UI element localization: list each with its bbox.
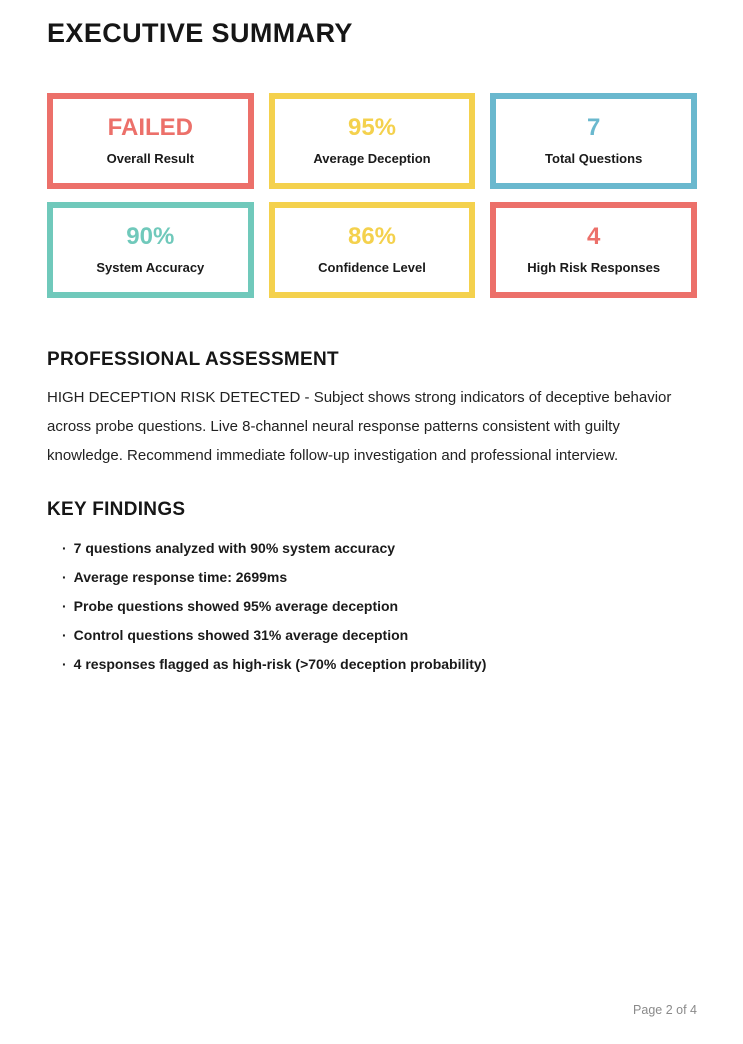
key-findings-heading: KEY FINDINGS bbox=[47, 498, 186, 520]
stat-value: 90% bbox=[126, 223, 175, 251]
stat-label: System Accuracy bbox=[96, 260, 205, 276]
key-finding-text: 4 responses flagged as high-risk (>70% deception probability) bbox=[73, 656, 487, 673]
stat-card-overall-result bbox=[47, 93, 254, 189]
key-finding-text: 7 questions analyzed with 90% system accuracy bbox=[73, 540, 396, 557]
bullet-icon: · bbox=[62, 540, 67, 557]
stat-value: 86% bbox=[347, 223, 397, 251]
stat-label: Total Questions bbox=[545, 151, 643, 167]
professional-assessment-heading: PROFESSIONAL ASSESSMENT bbox=[47, 348, 339, 370]
stat-value: 4 bbox=[586, 223, 601, 251]
stat-label: Average Deception bbox=[313, 151, 431, 167]
bullet-icon: · bbox=[62, 569, 67, 586]
key-finding-item bbox=[62, 541, 697, 556]
page-number: Page 2 of 4 bbox=[633, 1003, 697, 1017]
stat-label: Overall Result bbox=[106, 151, 195, 167]
stat-label: High Risk Responses bbox=[527, 260, 661, 276]
professional-assessment-body: HIGH DECEPTION RISK DETECTED - Subject shows strong indicators of deceptive behavior across probe questions. Live 8-channel neural response patterns consistent with guilty knowledge. Recommend immediate follow-up investigation and professional interview. bbox=[47, 388, 672, 464]
bullet-icon: · bbox=[62, 598, 67, 615]
bullet-icon: · bbox=[62, 627, 67, 644]
key-finding-text: Probe questions showed 95% average deception bbox=[73, 598, 399, 615]
stat-value: FAILED bbox=[107, 114, 193, 142]
key-findings-list bbox=[47, 541, 697, 672]
stat-label: Confidence Level bbox=[318, 260, 426, 276]
key-finding-item bbox=[62, 628, 697, 643]
stat-card-average-deception bbox=[269, 93, 476, 189]
key-finding-item bbox=[62, 599, 697, 614]
summary-cards-grid bbox=[47, 93, 697, 298]
page-title: EXECUTIVE SUMMARY bbox=[47, 18, 353, 48]
bullet-icon: · bbox=[62, 656, 67, 673]
stat-card-system-accuracy bbox=[47, 202, 254, 298]
stat-card-total-questions bbox=[490, 93, 697, 189]
key-finding-text: Average response time: 2699ms bbox=[73, 569, 288, 586]
stat-value: 7 bbox=[586, 114, 601, 142]
stat-card-confidence-level bbox=[269, 202, 476, 298]
key-finding-text: Control questions showed 31% average deception bbox=[73, 627, 409, 644]
stat-value: 95% bbox=[347, 114, 397, 142]
key-finding-item bbox=[62, 570, 697, 585]
stat-card-high-risk-responses bbox=[490, 202, 697, 298]
key-finding-item bbox=[62, 657, 697, 672]
